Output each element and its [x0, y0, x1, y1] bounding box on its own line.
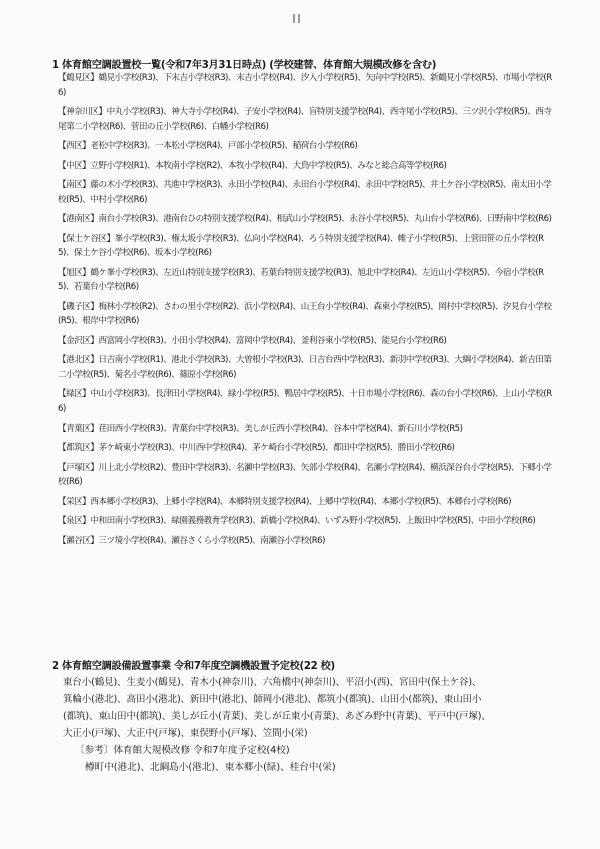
ward-entry — [58, 139, 558, 154]
ward-schools: 西富岡小学校(R3)、小田小学校(R4)、富岡中学校(R4)、釜利谷東小学校(R5)、能見台小学校(R6) — [98, 335, 447, 346]
ward-schools: 立野小学校(R1)、本牧南小学校(R2)、本牧小学校(R4)、大鳥中学校(R5)、みなと総合高等学校(R6) — [90, 160, 447, 171]
ward-entry — [58, 353, 558, 382]
ward-name: 【神奈川区】 — [58, 107, 107, 118]
ward-name: 【都筑区】 — [58, 443, 99, 454]
section2-title: 2 体育館空調設備設置事業 令和7年度空調機設置予定校(22 校) — [52, 661, 335, 672]
section2-line: 東台小(鶴見)、生麦小(鶴見)、青木小(神奈川)、六角橋中(神奈川)、平沼小(西)、宮田中(保土ケ谷)、 — [63, 677, 482, 688]
ward-schools: 鶴ケ峯小学校(R3)、左近山特別支援学校(R3)、若葉台特別支援学校(R3)、旭北中学校(R4)、左近山小学校(R5)、今宿小学校(R5)、若葉台小学校(R6) — [58, 267, 544, 293]
ward-entry — [58, 105, 558, 134]
ward-name: 【西区】 — [58, 141, 91, 152]
ward-schools: 鶴見小学校(R3)、下末吉小学校(R3)、末吉小学校(R4)、汐入小学校(R5)、矢向中学校(R5)、新鶴見小学校(R5)、市場小学校(R6) — [58, 73, 552, 98]
ward-name: 【南区】 — [58, 180, 91, 191]
ward-schools: 川上北小学校(R2)、豊田中学校(R3)、名瀬中学校(R3)、矢部小学校(R4)、名瀬小学校(R4)、横浜深谷台小学校(R5)、下郷小学校(R6) — [58, 462, 552, 488]
ward-name: 【緑区】 — [58, 389, 91, 400]
ward-entry — [58, 300, 558, 329]
ward-schools: 中山小学校(R3)、長津田小学校(R4)、緑小学校(R5)、鴨居中学校(R5)、十日市場小学校(R6)、森の台小学校(R6)、上山小学校(R6) — [58, 389, 552, 415]
ward-schools: 三ツ境小学校(R4)、瀬谷さくら小学校(R5)、南瀬谷小学校(R6) — [98, 535, 325, 546]
ward-entry — [58, 178, 558, 207]
ward-schools: 西本郷小学校(R3)、上郷小学校(R4)、本郷特別支援学校(R4)、上郷中学校(R4)、本郷小学校(R5)、本郷台小学校(R6) — [90, 496, 512, 507]
ward-entry — [58, 266, 558, 295]
ward-entry — [58, 71, 558, 100]
ward-schools: 藤の木小学校(R3)、共進中学校(R3)、永田小学校(R4)、永田台小学校(R4)、永田中学校(R5)、井土ケ谷小学校(R5)、南太田小学校(R5)、中村小学校(R6) — [58, 180, 552, 205]
ward-schools: 老松中学校(R3)、一本松小学校(R4)、戸部小学校(R5)、稲荷台小学校(R6) — [90, 141, 358, 152]
ward-name: 【戸塚区】 — [58, 462, 99, 473]
ward-entry — [58, 232, 558, 261]
section2-body — [63, 674, 553, 776]
ward-entry — [58, 212, 558, 227]
ward-name: 【瀬谷区】 — [58, 535, 99, 546]
ward-schools: 峯小学校(R3)、権太坂小学校(R3)、仏向小学校(R4)、ろう特別支援学校(R4)、帷子小学校(R5)、上菅田笹の丘小学校(R5)、保土ケ谷小学校(R6)、坂本小学校(R6) — [58, 233, 544, 259]
ward-entry — [58, 534, 558, 549]
ward-schools: 荏田西小学校(R3)、青葉台中学校(R3)、美しが丘西小学校(R4)、谷本中学校(R4)、新石川小学校(R5) — [98, 423, 463, 434]
ward-name: 【鶴見区】 — [58, 73, 99, 83]
section2-line: (都筑)、東山田中(都筑)、美しが丘小(青葉)、美しが丘東小(青葉)、あざみ野中(青葉)、平戸中(戸塚)、 — [63, 711, 491, 722]
ward-entry — [58, 159, 558, 174]
ward-entry — [58, 334, 558, 349]
ward-schools: 南台小学校(R3)、港南台ひの特別支援学校(R4)、相武山小学校(R5)、永谷小学校(R5)、丸山台小学校(R6)、日野南中学校(R6) — [98, 214, 552, 225]
ward-entry — [58, 461, 558, 490]
ward-school-list — [58, 71, 558, 553]
ward-name: 【金沢区】 — [58, 335, 99, 346]
reference-note-schools: 樽町中(港北)、北綱島小(港北)、東本郷小(緑)、桂台中(栄) — [85, 762, 336, 773]
ward-entry — [58, 514, 558, 529]
ward-schools: 茅ケ崎東小学校(R3)、中川西中学校(R4)、茅ケ崎台小学校(R5)、都田中学校(R5)、勝田小学校(R6) — [98, 443, 455, 454]
section2-line: 箕輪小(港北)、高田小(港北)、新田中(港北)、師岡小(港北)、都筑小(都筑)、山田小(都筑)、東山田小 — [63, 694, 482, 705]
ward-entry — [58, 441, 558, 456]
ward-name: 【磯子区】 — [58, 301, 99, 312]
ward-entry — [58, 387, 558, 416]
section1-title: 1 体育館空調設置校一覧(令和7年3月31日時点) (学校建替、体育館大規模改修を含む) — [52, 60, 437, 71]
ward-name: 【港北区】 — [58, 355, 99, 366]
ward-entry — [58, 422, 558, 437]
section2-line: 大正小(戸塚)、大正中(戸塚)、東俣野小(戸塚)、笠間小(栄) — [63, 728, 308, 739]
ward-entry — [58, 495, 558, 510]
ward-name: 【旭区】 — [58, 267, 91, 278]
ward-name: 【中区】 — [58, 160, 91, 171]
ward-name: 【保土ケ谷区】 — [58, 233, 115, 244]
ward-name: 【泉区】 — [58, 516, 91, 527]
ward-schools: 中丸小学校(R3)、神大寺小学校(R4)、子安小学校(R4)、盲特別支援学校(R4)、西寺尾小学校(R5)、三ツ沢小学校(R5)、西寺尾第二小学校(R6)、菅田の丘小学校(R6)、白幡小学校(R6) — [58, 107, 552, 132]
ward-name: 【栄区】 — [58, 496, 91, 507]
ward-name: 【青葉区】 — [58, 423, 99, 434]
reference-note-title: 〔参考〕体育館大規模改修 令和7年度予定校(4校) — [75, 745, 290, 756]
ward-schools: 梅林小学校(R2)、さわの里小学校(R2)、浜小学校(R4)、山王台小学校(R4)、森東小学校(R5)、岡村中学校(R5)、汐見台小学校(R5)、根岸中学校(R6) — [58, 301, 552, 327]
ward-schools: 日吉南小学校(R1)、港北小学校(R3)、大曽根小学校(R3)、日吉台西中学校(R3)、新羽中学校(R3)、大綱小学校(R4)、新吉田第二小学校(R5)、菊名小学校(R6)、篠原小学校(R6) — [58, 355, 552, 380]
staple-mark — [293, 8, 307, 18]
ward-name: 【港南区】 — [58, 214, 99, 225]
ward-schools: 中和田南小学校(R3)、緑園義務教育学校(R3)、新橋小学校(R4)、いずみ野小学校(R5)、上飯田中学校(R5)、中田小学校(R6) — [90, 516, 536, 527]
